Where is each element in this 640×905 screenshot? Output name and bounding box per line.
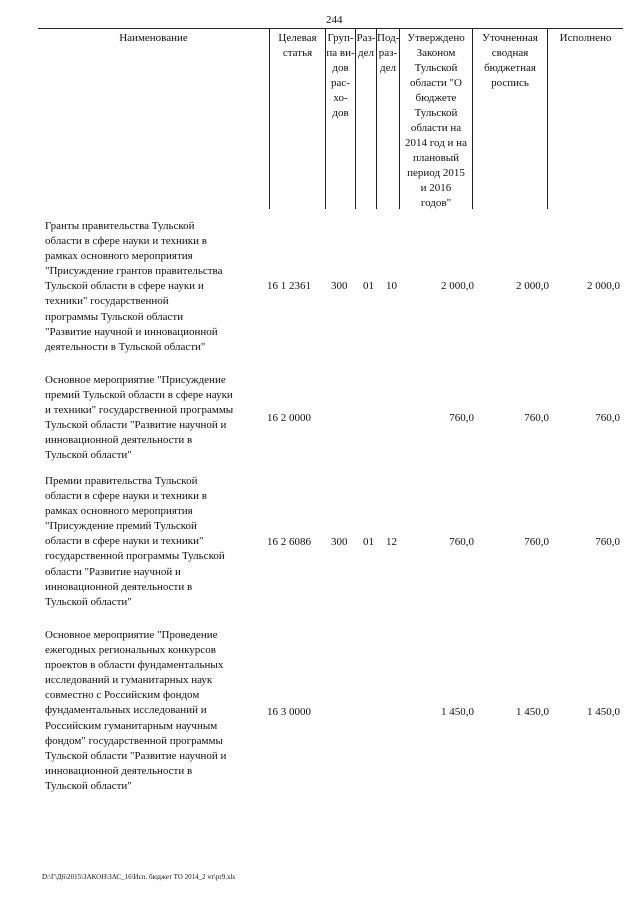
row-executed: 760,0 <box>595 412 620 424</box>
header-subsection: Под- раз- дел <box>377 29 400 209</box>
row-article: 16 1 2361 <box>267 280 311 292</box>
row-group: 300 <box>331 280 348 292</box>
row-approved: 1 450,0 <box>441 706 474 718</box>
row-refined: 760,0 <box>524 412 549 424</box>
row-subsection: 10 <box>386 280 397 292</box>
row-name: Гранты правительства Тульской области в сфере науки и техники в рамках основного мероприятия "Присуждение грантов правительства Тульской области в сфере науки и техники" государственной программы Тульской области "Развитие научной и инновационной деятельности в Тульской области" <box>45 220 223 353</box>
header-executed: Исполнено <box>559 32 612 44</box>
row-group: 300 <box>331 536 348 548</box>
header-section: Раз- дел <box>356 29 377 209</box>
header-approved: Утверждено Законом Тульской области "О бюджете Тульской области на 2014 год и на плановый период 2015 и 2016 годов" <box>400 29 473 209</box>
row-name: Премии правительства Тульской области в сфере науки и техники в рамках основного мероприятия "Присуждение премий Тульской области в сфере науки и техники" государственной программы Тульской области "Развитие научной и инновационной деятельности в Тульской области" <box>45 475 225 608</box>
table-header <box>38 28 623 209</box>
header-expense-group: Груп- па ви- дов рас- хо- дов <box>326 29 356 209</box>
file-path-footer: D:\Г\Д6\2015\ЗАКОН\ЗАС_16\Исп. бюджет ТО 2014_2 чт\pr9.xls <box>42 873 236 881</box>
row-subsection: 12 <box>386 536 397 548</box>
row-refined: 760,0 <box>524 536 549 548</box>
row-refined: 1 450,0 <box>516 706 549 718</box>
row-executed: 760,0 <box>595 536 620 548</box>
row-refined: 2 000,0 <box>516 280 549 292</box>
row-executed: 2 000,0 <box>587 280 620 292</box>
row-approved: 760,0 <box>449 412 474 424</box>
header-name: Наименование <box>38 29 270 209</box>
header-target-article: Целевая статья <box>270 29 326 209</box>
row-section: 01 <box>363 280 374 292</box>
row-name: Основное мероприятие "Проведение ежегодных региональных конкурсов проектов в области фундаментальных исследований и гуманитарных наук совместно с Российским фондом фундаментальных исследований и Российским гуманитарным научным фондом" государственной программы Тульской области "Развитие научной и инновационной деятельности в Тульской области" <box>45 629 227 792</box>
row-article: 16 2 0000 <box>267 412 311 424</box>
row-article: 16 3 0000 <box>267 706 311 718</box>
row-section: 01 <box>363 536 374 548</box>
row-executed: 1 450,0 <box>587 706 620 718</box>
header-refined: Уточненная сводная бюджетная роспись <box>473 29 548 209</box>
row-approved: 760,0 <box>449 536 474 548</box>
row-name: Основное мероприятие "Присуждение премий Тульской области в сфере науки и техники" государственной программы Тульской области "Развитие научной и инновационной деятельности в Тульской области" <box>45 374 234 462</box>
page-number: 244 <box>326 14 343 26</box>
row-article: 16 2 6086 <box>267 536 311 548</box>
row-approved: 2 000,0 <box>441 280 474 292</box>
